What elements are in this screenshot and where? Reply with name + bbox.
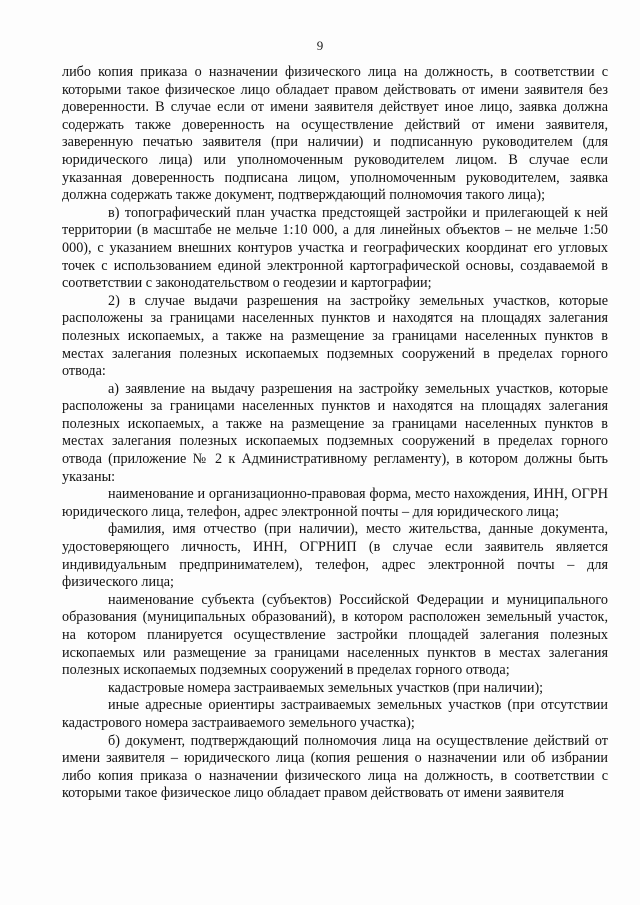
paragraph: кадастровые номера застраиваемых земельных участков (при наличии);	[108, 679, 544, 696]
paragraph: в) топографический план участка предстоящей застройки и прилегающей к ней территории (в масштабе не мельче 1:10 000, а для линейных объектов – не мельче 1:50 000), с указанием внешних контуров участка и географических координат его угловых точек с использованием единой электронной картографической основы, создаваемой в соответствии с законодательством о геодезии и картографии;	[62, 204, 608, 292]
page-number: 9	[316, 38, 324, 53]
paragraph: наименование и организационно-правовая форма, место нахождения, ИНН, ОГРН юридического лица, телефон, адрес электронной почты – для юридического лица;	[62, 486, 608, 520]
paragraph: иные адресные ориентиры застраиваемых земельных участков (при отсутствии кадастрового номера застраиваемого земельного участка);	[62, 697, 608, 731]
paragraph: 2) в случае выдачи разрешения на застройку земельных участков, которые расположены за границами населенных пунктов и находятся на площадях залегания полезных ископаемых, а также на размещение за границами населенных пунктов в местах залегания полезных ископаемых подземных сооружений в пределах горного отвода:	[62, 292, 608, 380]
paragraph: либо копия приказа о назначении физического лица на должность, в соответствии с которыми такое физическое лицо обладает правом действовать от имени заявителя без доверенности. В случае если от имени заявителя действует иное лицо, заявка должна содержать также доверенность на осуществление действий от имени заявителя, заверенную печатью заявителя (при наличии) и подписанную руководителем (для юридического лица) или уполномоченным руководителем лицом. В случае если указанная доверенность подписана лицом, уполномоченным руководителем, заявка должна содержать также документ, подтверждающий полномочия такого лица);	[62, 64, 608, 204]
paragraph: а) заявление на выдачу разрешения на застройку земельных участков, которые расположены за границами населенных пунктов и находятся на площадях залегания полезных ископаемых, а также на размещение за границами населенных пунктов в местах залегания полезных ископаемых подземных сооружений в пределах горного отвода (приложение № 2 к Административному регламенту), в котором должны быть указаны:	[62, 380, 608, 485]
document-body	[62, 64, 608, 803]
paragraph: б) документ, подтверждающий полномочия лица на осуществление действий от имени заявителя – юридического лица (копия решения о назначении или об избрании либо копия приказа о назначении физического лица на должность, в соответствии с которыми такое физическое лицо обладает правом действовать от имени заявителя	[62, 732, 608, 802]
paragraph: фамилия, имя отчество (при наличии), место жительства, данные документа, удостоверяющего личность, ИНН, ОГРНИП (в случае если заявитель является индивидуальным предпринимателем), телефон, адрес электронной почты – для физического лица;	[62, 521, 608, 591]
paragraph: наименование субъекта (субъектов) Российской Федерации и муниципального образования (муниципальных образований), в котором расположен земельный участок, на котором планируется осуществление застройки площадей залегания полезных ископаемых или размещение за границами населенных пунктов в местах залегания полезных ископаемых подземных сооружений в пределах горного отвода;	[62, 591, 608, 679]
